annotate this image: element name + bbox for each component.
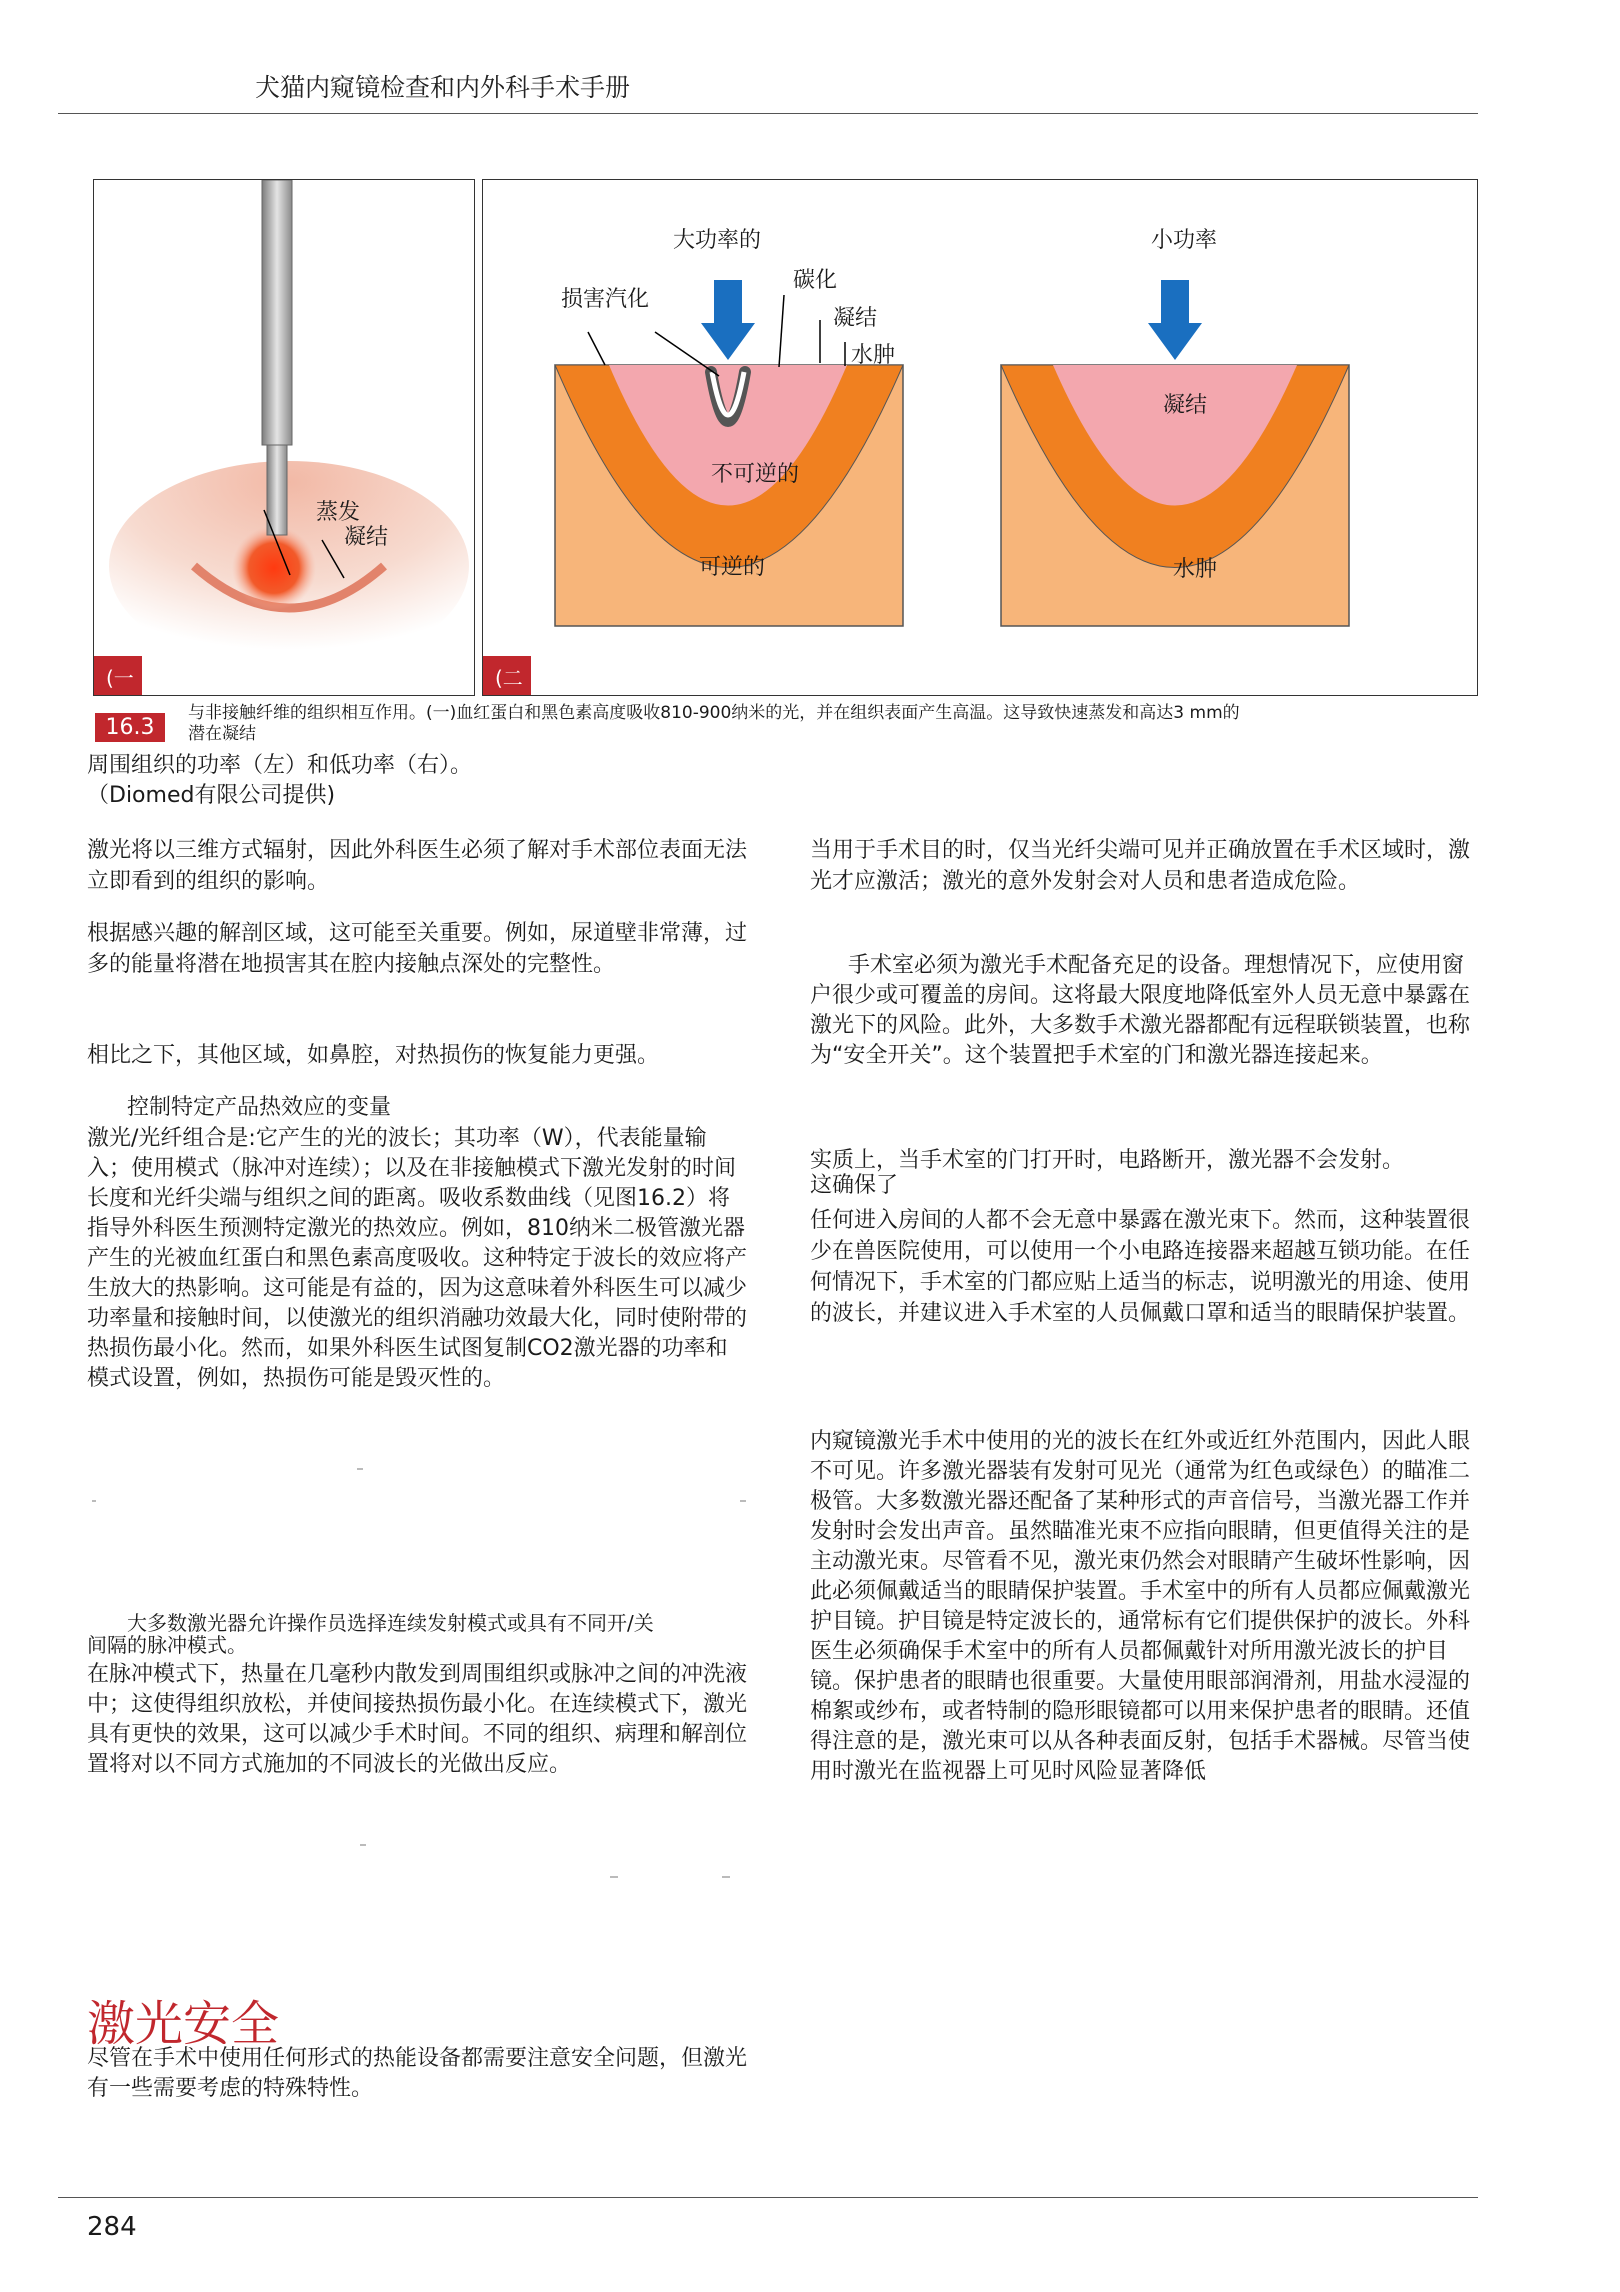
right-para-3-lead — [810, 1148, 1490, 1198]
caption-line-3: 周围组织的功率（左）和低功率（右）。 — [87, 753, 473, 778]
label-irreversible: 不可逆的 — [711, 462, 800, 487]
label-vaporize: 蒸发 — [316, 500, 361, 525]
separator-mark — [357, 1468, 363, 1470]
left-para-5: 在脉冲模式下，热量在几毫秒内散发到周围组织或脉冲之间的冲洗液中；这使得组织放松，并使间接热损伤最小化。在连续模式下，激光具有更快的效果，这可以减少手术时间。不同的组织、病理和解剖位置将对以不同方式施加的不同波长的光做出反应。 — [87, 1662, 748, 1777]
label-high-edema: 水肿 — [851, 343, 896, 368]
header-rule — [58, 113, 1478, 114]
high-power-arrow — [701, 280, 755, 360]
separator-mark — [740, 1500, 746, 1502]
left-para-5-line-1: 大多数激光器允许操作员选择连续发射模式或具有不同开/关 — [127, 1611, 654, 1635]
power-comparison-diagram — [483, 180, 1477, 695]
left-para-5-lead — [87, 1612, 787, 1656]
label-low-edema: 水肿 — [1173, 557, 1218, 582]
right-para-4: 内窥镜激光手术中使用的光的波长在红外或近红外范围内，因此人眼不可见。许多激光器装有发射可见光（通常为红色或绿色）的瞄准二极管。大多数激光器还配备了某种形式的声音信号，当激光器工作并发射时会发出声音。虽然瞄准光束不应指向眼睛，但更值得关注的是主动激光束。尽管看不见，激光束仍然会对眼睛产生破坏性影响，因此必须佩戴适当的眼睛保护装置。手术室中的所有人员都应佩戴激光护目镜。护目镜是特定波长的，通常标有它们提供保护的波长。外科医生必须确保手术室中的所有人员都佩戴针对所用激光波长的护目镜。保护患者的眼睛也很重要。大量使用眼部润滑剂，用盐水浸湿的棉絮或纱布，或者特制的隐形眼镜都可以用来保护患者的眼睛。还值得注意的是，激光束可以从各种表面反射，包括手术器械。尽管当使用时激光在监视器上可见时风险显著降低 — [810, 1429, 1471, 1784]
separator-mark — [610, 1876, 618, 1878]
page-number: 284 — [87, 2212, 137, 2242]
figure-caption-continued — [87, 751, 472, 811]
left-para-5-line-2: 间隔的脉冲模式。 — [87, 1633, 247, 1657]
left-para-6: 尽管在手术中使用任何形式的热能设备都需要注意安全问题，但激光有一些需要考虑的特殊特性。 — [87, 2046, 748, 2101]
left-para-2: 根据感兴趣的解剖区域，这可能至关重要。例如，尿道壁非常薄，过多的能量将潜在地损害其在腔内接触点深处的完整性。 — [87, 921, 748, 977]
figure-panel-right — [482, 179, 1478, 696]
left-para-4: 激光/光纤组合是:它产生的光的波长；其功率（W），代表能量输入；使用模式（脉冲对连续）；以及在非接触模式下激光发射的时间长度和光纤尖端与组织之间的距离。吸收系数曲线（见图16.2）将指导外科医生预测特定激光的热效应。例如，810纳米二极管激光器产生的光被血红蛋白和黑色素高度吸收。这种特定于波长的效应将产生放大的热影响。这可能是有益的，因为这意味着外科医生可以减少功率量和接触时间，以使激光的组织消融功效最大化，同时使附带的热损伤最小化。然而，如果外科医生试图复制CO2激光器的功率和模式设置，例如，热损伤可能是毁灭性的。 — [87, 1126, 748, 1391]
fiber-tissue-illustration — [94, 180, 474, 695]
figure-number: 16.3 — [95, 713, 165, 742]
caption-line-4: （Diomed有限公司提供) — [87, 783, 336, 808]
low-power-title: 小功率 — [1151, 228, 1218, 253]
right-para-1: 当用于手术目的时，仅当光纤尖端可见并正确放置在手术区域时，激光才应激活；激光的意外发射会对人员和患者造成危险。 — [810, 838, 1471, 894]
footer-rule — [58, 2197, 1478, 2198]
left-para-1: 激光将以三维方式辐射，因此外科医生必须了解对手术部位表面无法立即看到的组织的影响。 — [87, 838, 748, 894]
label-reversible: 可逆的 — [699, 555, 766, 580]
figure-caption — [188, 703, 1428, 745]
right-para-3-line-2: 这确保了 — [810, 1173, 899, 1198]
caption-line-2: 潜在凝结 — [188, 724, 256, 744]
running-header: 犬猫内窥镜检查和内外科手术手册 — [255, 73, 631, 102]
right-para-3: 任何进入房间的人都不会无意中暴露在激光束下。然而，这种装置很少在兽医院使用，可以使用一个小电路连接器来超越互锁功能。在任何情况下，手术室的门都应贴上适当的标志，说明激光的用途、使用的波长，并建议进入手术室的人员佩戴口罩和适当的眼睛保护装置。 — [810, 1208, 1471, 1326]
label-damage-vaporize: 损害汽化 — [561, 287, 650, 312]
separator-mark — [360, 1844, 366, 1846]
label-high-coagulate: 凝结 — [833, 306, 878, 331]
label-low-coagulate: 凝结 — [1163, 393, 1208, 418]
panel-tag-right: (二 — [483, 656, 531, 695]
left-para-3: 相比之下，其他区域，如鼻腔，对热损伤的恢复能力更强。 — [87, 1043, 660, 1068]
panel-tag-left: (一 — [94, 656, 142, 695]
label-coagulate: 凝结 — [344, 525, 389, 550]
left-para-4-title: 控制特定产品热效应的变量 — [127, 1095, 392, 1120]
section-title: 激光安全 — [87, 1996, 280, 2052]
high-power-title: 大功率的 — [673, 228, 762, 253]
low-power-arrow — [1148, 280, 1202, 360]
figure-panel-left — [93, 179, 475, 696]
right-para-2: 手术室必须为激光手术配备充足的设备。理想情况下，应使用窗户很少或可覆盖的房间。这将最大限度地降低室外人员无意中暴露在激光下的风险。此外，大多数手术激光器都配有远程联锁装置，也称为“安全开关”。这个装置把手术室的门和激光器连接起来。 — [810, 953, 1471, 1068]
separator-mark — [92, 1500, 96, 1502]
right-para-3-line-1: 实质上，当手术室的门打开时，电路断开，激光器不会发射。 — [810, 1148, 1405, 1173]
label-carbonize: 碳化 — [793, 268, 838, 293]
separator-mark — [722, 1876, 730, 1878]
caption-line-1: 与非接触纤维的组织相互作用。(一)血红蛋白和黑色素高度吸收810-900纳米的光，并在组织表面产生高温。这导致快速蒸发和高达3 mm的 — [188, 703, 1240, 723]
